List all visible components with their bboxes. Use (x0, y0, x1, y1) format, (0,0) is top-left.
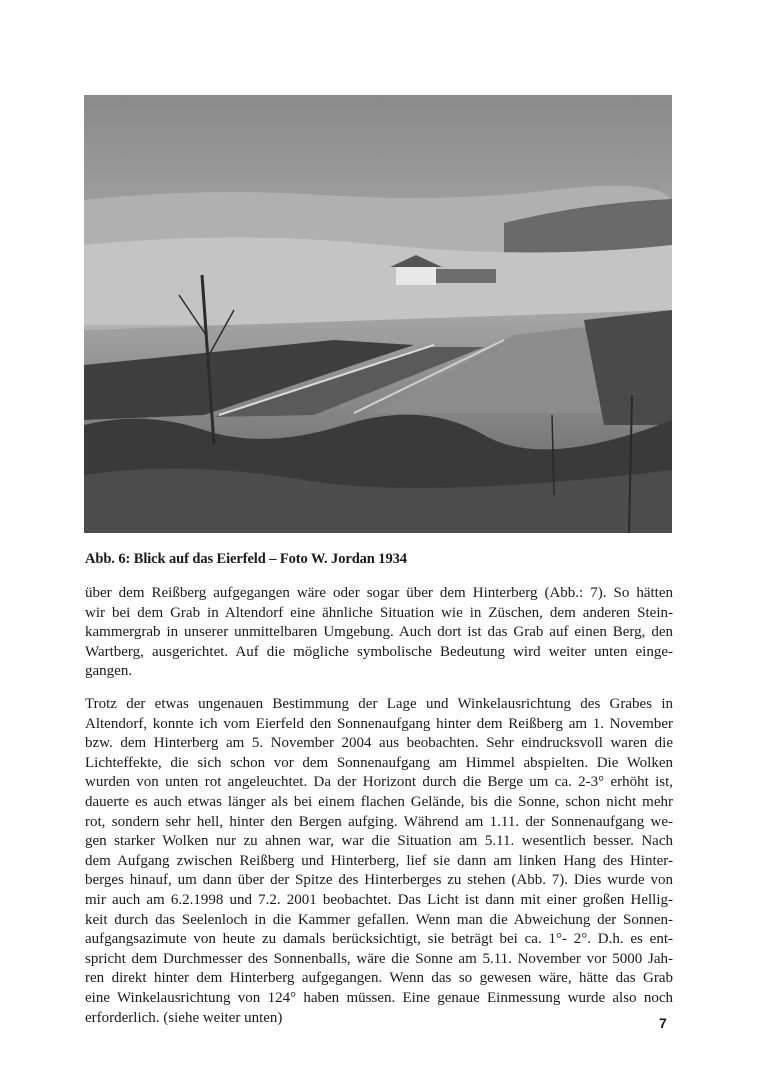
text-line: über dem Reißberg aufgegangen wäre oder sogar über dem Hinterberg (Abb.: 7). So hätten (85, 585, 673, 601)
text-line: keit durch das Seelenloch in die Kammer gefallen. Wenn man die Abweichung der Sonnen- (85, 911, 673, 928)
text-line: Wartberg, ausgerichtet. Auf die mögliche symbolische Bedeutung wird weiter unten einge- (85, 643, 673, 660)
text-line: Altendorf, konnte ich vom Eierfeld den Sonnenaufgang hinter dem Reißberg am 1. November (85, 715, 673, 732)
text-line: aufgangsazimute von heute zu damals berücksichtigt, sie beträgt bei ca. 1°- 2°. D.h. es ent- (85, 931, 673, 948)
text-line: wurden von unten rot angeleuchtet. Da der Horizont durch die Berge um ca. 2-3° erhöht ist, (85, 774, 673, 791)
text-line: wir bei dem Grab in Altendorf eine ähnliche Situation wie in Züschen, dem anderen Stein- (85, 604, 673, 621)
text-line: Lichteffekte, die sich schon vor dem Sonnenaufgang am Himmel abspielten. Die Wolken (85, 754, 673, 771)
text-line: erforderlich. (siehe weiter unten) (85, 1009, 283, 1026)
paragraph-2 (85, 695, 673, 1028)
text-line: dauerte es auch etwas länger als bei einem flachen Gelände, bis die Sonne, schon nicht mehr (85, 793, 673, 810)
text-line: kammergrab in unserer unmittelbaren Umgebung. Auch dort ist das Grab auf einen Berg, den (85, 624, 673, 641)
text-line: eine Winkelausrichtung von 124° haben müssen. Eine genaue Einmessung wurde also noch (85, 989, 673, 1006)
landscape-photo (84, 95, 672, 533)
text-line: rot, sondern sehr hell, hinter den Bergen aufging. Während am 1.11. der Sonnenaufgang we- (85, 813, 673, 830)
text-line: gangen. (85, 663, 133, 680)
text-line: ren direkt hinter dem Hinterberg aufgegangen. Wenn das so gewesen wäre, hätte das Grab (85, 970, 673, 987)
text-line: dem Aufgang zwischen Reißberg und Hinterberg, lief sie dann am linken Hang des Hinter- (85, 852, 673, 869)
paragraph-1 (85, 584, 673, 682)
eierfeld-photo-image (84, 95, 672, 533)
text-line: mir auch am 6.2.1998 und 7.2. 2001 beobachtet. Das Licht ist dann mit einer großen Hellig- (85, 891, 673, 908)
figure-caption: Abb. 6: Blick auf das Eierfeld – Foto W. Jordan 1934 (85, 551, 407, 567)
text-line: bzw. dem Hinterberg am 5. November 2004 aus beobachten. Sehr eindrucksvoll waren die (85, 735, 673, 752)
text-line: berges hinauf, um dann über der Spitze des Hinterberges zu stehen (Abb. 7). Dies wurde von (85, 872, 673, 889)
text-line: Trotz der etwas ungenauen Bestimmung der Lage und Winkelausrichtung des Grabes in (85, 696, 673, 712)
text-line: spricht dem Durchmesser des Sonnenballs, wäre die Sonne am 5.11. November vor 5000 Jah- (85, 950, 673, 967)
text-line: gen starker Wolken nur zu ahnen war, war die Situation am 5.11. wesentlich besser. Nach (85, 833, 673, 850)
page-number: 7 (659, 1015, 667, 1031)
